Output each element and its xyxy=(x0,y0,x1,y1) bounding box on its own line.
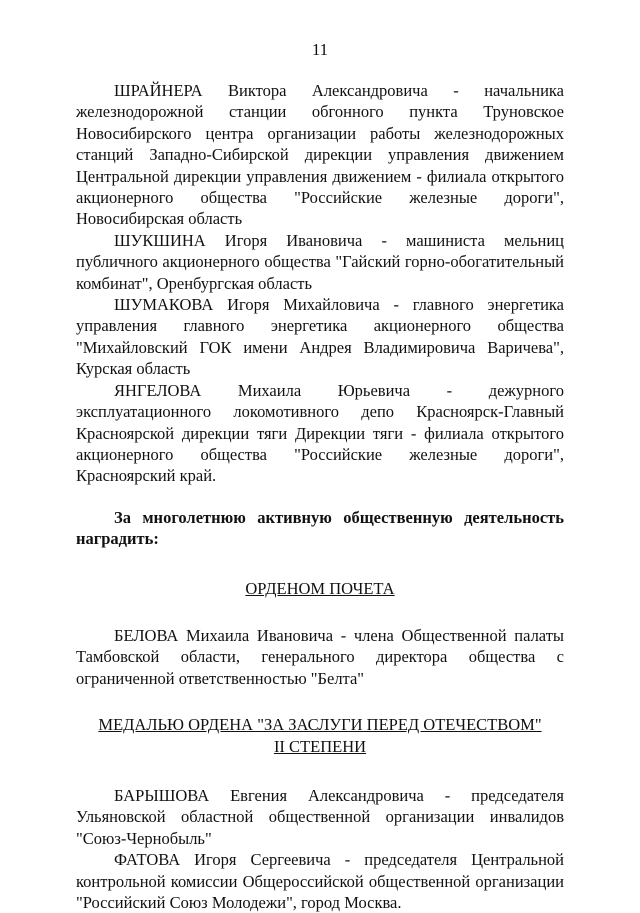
award-title-order-of-honor: ОРДЕНОМ ПОЧЕТА xyxy=(245,578,395,598)
award-entry-shukshin: ШУКШИНА Игоря Ивановича - машиниста мельниц публичного акционерного общества "Гайский горно-обогатительный комбинат", Оренбургская область xyxy=(76,230,564,293)
award-title-medal-line2: II СТЕПЕНИ xyxy=(273,736,367,756)
document-body xyxy=(76,80,564,913)
award-entry-shrainer: ШРАЙНЕРА Виктора Александровича - начальника железнодорожной станции обгонного пункта Труновское Новосибирского центра организации работы железнодорожных станций Западно-Сибирской дирекции управления движением Центральной дирекции управления движением - филиала открытого акционерного общества "Российские железные дороги", Новосибирская область xyxy=(76,81,564,229)
award-entry-baryshov: БАРЫШОВА Евгения Александровича - председателя Ульяновской областной общественной организации инвалидов "Союз-Чернобыль" xyxy=(76,785,564,848)
award-entry-yangelov: ЯНГЕЛОВА Михаила Юрьевича - дежурного эксплуатационного локомотивного депо Красноярск-Главный Красноярской дирекции тяги Дирекции тяги - филиала открытого акционерного общества "Российские железные дороги", Красноярский край. xyxy=(76,380,564,486)
award-entry-belov: БЕЛОВА Михаила Ивановича - члена Общественной палаты Тамбовской области, генерального директора общества с ограниченной ответственностью "Белта" xyxy=(76,625,564,688)
award-decision-intro: За многолетнюю активную общественную деятельность наградить: xyxy=(76,507,564,549)
award-title-medal-line1: МЕДАЛЬЮ ОРДЕНА "ЗА ЗАСЛУГИ ПЕРЕД ОТЕЧЕСТВОМ" xyxy=(98,715,542,735)
award-entry-fatov: ФАТОВА Игоря Сергеевича - председателя Центральной контрольной комиссии Общероссийской общественной организации "Российский Союз Молодежи", город Москва. xyxy=(76,850,564,912)
page-number: 11 xyxy=(311,40,329,59)
award-entry-shumakov: ШУМАКОВА Игоря Михайловича - главного энергетика управления главного энергетика акционерного общества "Михайловский ГОК имени Андрея Владимировича Варичева", Курская область xyxy=(76,295,564,379)
